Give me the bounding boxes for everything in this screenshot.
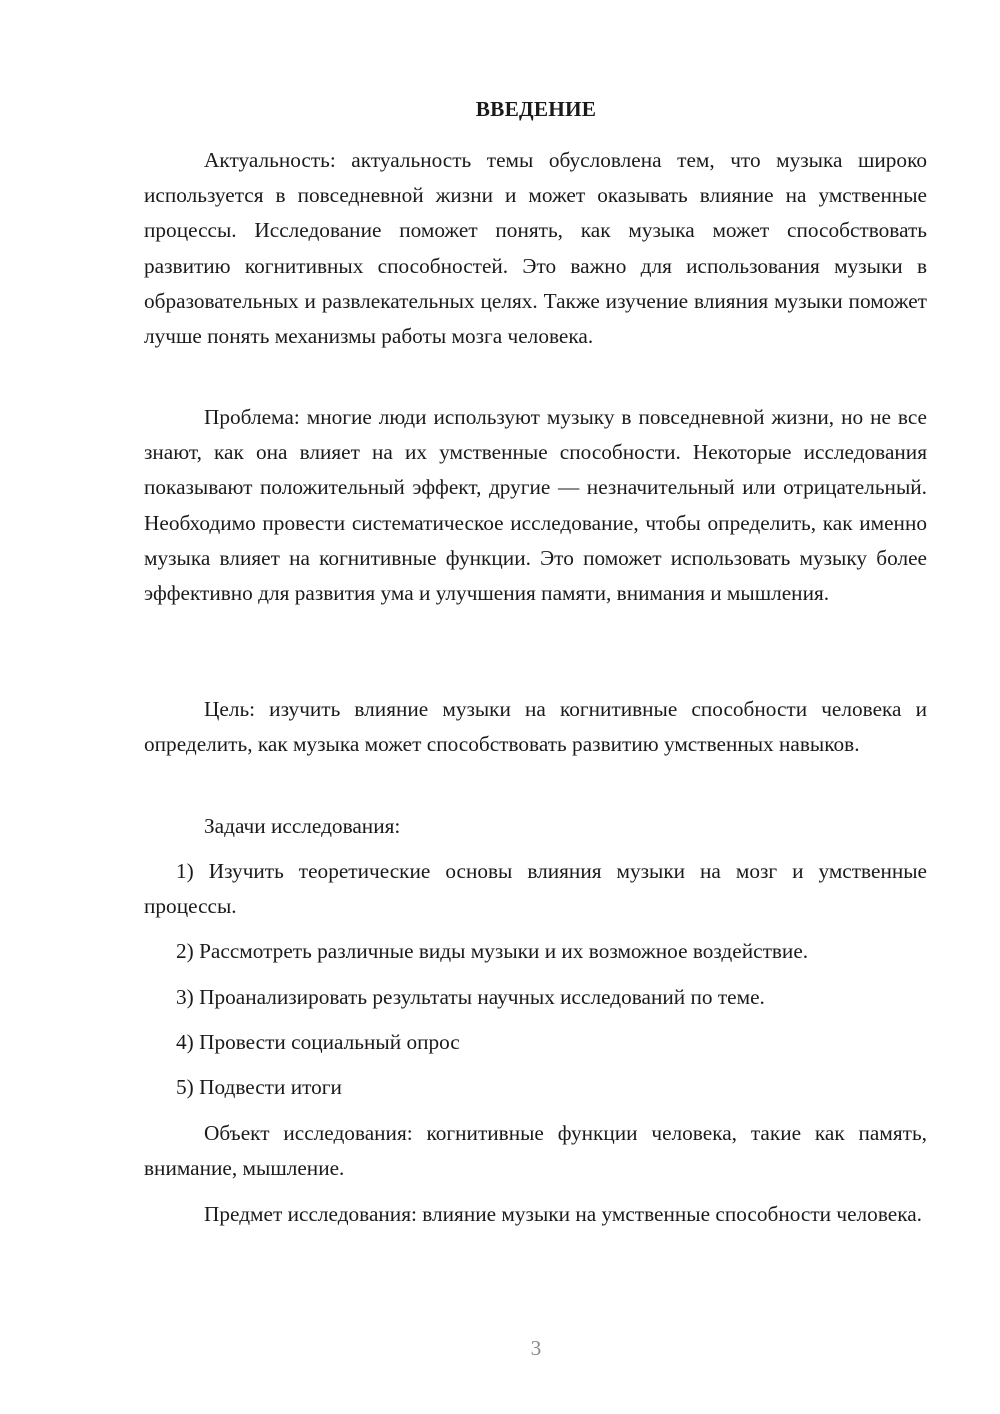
- paragraph-subject: Предмет исследования: влияние музыки на умственные способности человека.: [204, 1202, 923, 1226]
- tasks-heading: Задачи исследования:: [204, 814, 401, 838]
- section-title: ВВЕДЕНИЕ: [475, 97, 597, 121]
- task-item-5: 5) Подвести итоги: [176, 1075, 342, 1099]
- paragraph-relevance: Актуальность: актуальность темы обусловлена тем, что музыка широко используется в повседневной жизни и может оказывать влияние на умственные процессы. Исследование поможет понять, как музыка может способствовать развитию когнитивных способностей. Это важно для использования музыки в образовательных и развлекательных целях. Также изучение влияния музыки поможет лучше понять механизмы работы мозга человека.: [144, 148, 927, 349]
- task-item-3: 3) Проанализировать результаты научных исследований по теме.: [176, 985, 765, 1009]
- task-item-1: 1) Изучить теоретические основы влияния музыки на мозг и умственные процессы.: [144, 859, 927, 919]
- paragraph-goal: Цель: изучить влияние музыки на когнитивные способности человека и определить, как музыка может способствовать развитию умственных навыков.: [144, 697, 927, 757]
- paragraph-problem: Проблема: многие люди используют музыку в повседневной жизни, но не все знают, как она влияет на их умственные способности. Некоторые исследования показывают положительный эффект, другие — незначительный или отрицательный. Необходимо провести систематическое исследование, чтобы определить, как именно музыка влияет на когнитивные функции. Это поможет использовать музыку более эффективно для развития ума и улучшения памяти, внимания и мышления.: [144, 405, 927, 606]
- task-item-4: 4) Провести социальный опрос: [176, 1030, 460, 1054]
- page-number: 3: [530, 1336, 542, 1360]
- paragraph-object: Объект исследования: когнитивные функции человека, такие как память, внимание, мышление.: [144, 1121, 927, 1181]
- task-item-2: 2) Рассмотреть различные виды музыки и их возможное воздействие.: [176, 939, 809, 963]
